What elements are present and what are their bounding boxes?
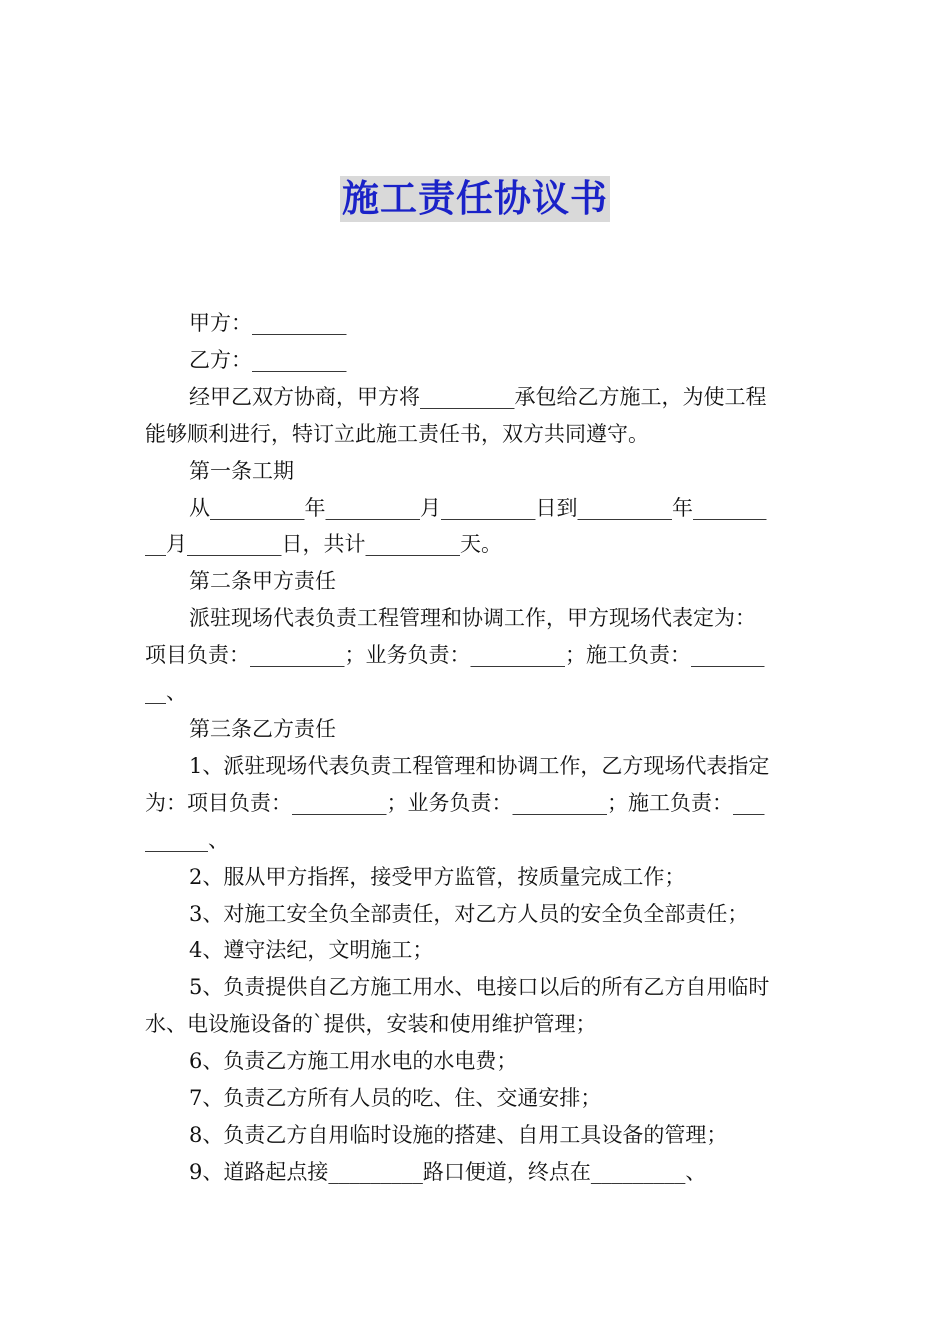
party-b-item-9: 9、道路起点接_________路口便道，终点在_________、 bbox=[189, 1159, 707, 1184]
party-a-duty-line-2: 项目负责：_________；业务负责：_________；施工负责：_______ bbox=[145, 643, 765, 668]
title-container bbox=[0, 176, 950, 222]
party-a-line: 甲方：_________ bbox=[189, 311, 347, 335]
party-b-item-2: 2、服从甲方指挥，接受甲方监管，按质量完成工作； bbox=[189, 864, 686, 889]
intro-line-1: 经甲乙双方协商，甲方将_________承包给乙方施工，为使工程 bbox=[189, 384, 767, 409]
party-b-item-5-line-1: 5、负责提供自乙方施工用水、电接口以后的所有乙方自用临时 bbox=[189, 975, 770, 1000]
document-title: 施工责任协议书 bbox=[342, 177, 608, 220]
document-body bbox=[145, 305, 807, 1191]
party-a-duty-line-3: __、 bbox=[145, 680, 187, 705]
party-b-item-5-line-2: 水、电设施设备的`提供，安装和使用维护管理； bbox=[145, 1012, 597, 1037]
party-b-item-6: 6、负责乙方施工用水电的水电费； bbox=[189, 1049, 518, 1074]
article-2-heading: 第二条甲方责任 bbox=[189, 569, 336, 594]
party-b-line: 乙方：_________ bbox=[189, 347, 347, 372]
article-1-heading: 第一条工期 bbox=[189, 458, 294, 483]
party-b-item-7: 7、负责乙方所有人员的吃、住、交通安排； bbox=[189, 1086, 602, 1111]
party-b-item-1-line-3: ______、 bbox=[145, 827, 229, 852]
party-b-item-1-line-1: 1、派驻现场代表负责工程管理和协调工作，乙方现场代表指定 bbox=[189, 753, 770, 778]
period-line-2: __月_________日，共计_________天。 bbox=[145, 532, 502, 557]
party-a-duty-line-1: 派驻现场代表负责工程管理和协调工作，甲方现场代表定为： bbox=[189, 606, 756, 631]
party-b-item-4: 4、遵守法纪，文明施工； bbox=[189, 938, 434, 963]
party-b-item-1-line-2: 为：项目负责：_________；业务负责：_________；施工负责：___ bbox=[145, 790, 765, 815]
intro-line-2: 能够顺利进行，特订立此施工责任书，双方共同遵守。 bbox=[145, 421, 649, 446]
party-b-item-8: 8、负责乙方自用临时设施的搭建、自用工具设备的管理； bbox=[189, 1122, 728, 1147]
period-line-1: 从_________年_________月_________日到_________年_______ bbox=[189, 495, 767, 520]
article-3-heading: 第三条乙方责任 bbox=[189, 716, 336, 741]
party-b-item-3: 3、对施工安全负全部责任，对乙方人员的安全负全部责任； bbox=[189, 901, 749, 926]
